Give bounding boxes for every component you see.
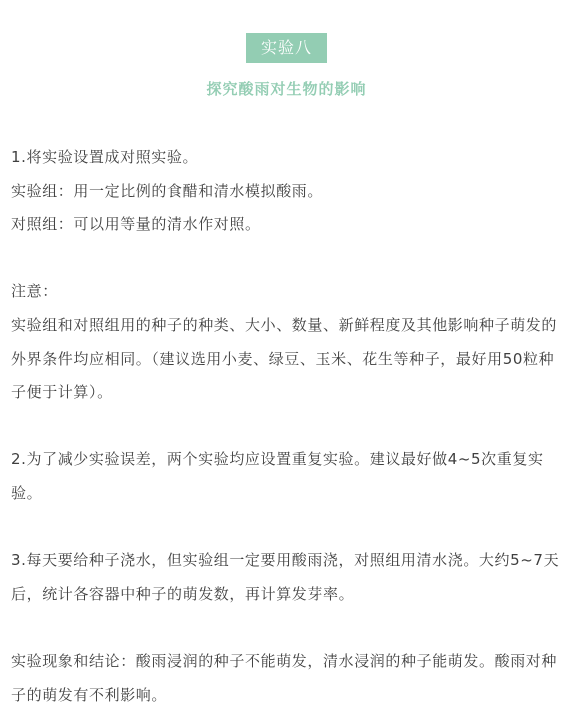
results-conclusion: 实验现象和结论：酸雨浸润的种子不能萌发，清水浸润的种子能萌发。酸雨对种子的萌发有不利影响。 xyxy=(11,651,558,704)
control-group: 对照组：可以用等量的清水作对照。 xyxy=(11,215,261,234)
step-1-setup: 1.将实验设置成对照实验。 xyxy=(11,148,199,166)
header xyxy=(0,0,573,99)
step-2-repeat: 2.为了减少实验误差，两个实验均应设置重复实验。建议最好做4~5次重复实验。 xyxy=(11,450,544,502)
experimental-group: 实验组：用一定比例的食醋和清水模拟酸雨。 xyxy=(11,181,324,200)
spacer xyxy=(11,611,562,645)
spacer xyxy=(11,242,562,276)
note-body: 实验组和对照组用的种子的种类、大小、数量、新鲜程度及其他影响种子萌发的外界条件均应相同。（建议选用小麦、绿豆、玉米、花生等种子，最好用50粒种子便于计算）。 xyxy=(11,315,558,402)
spacer xyxy=(11,511,562,545)
step-3-watering: 3.每天要给种子浇水，但实验组一定要用酸雨浇，对照组用清水浇。大约5~7天后，统计各容器中种子的萌发数，再计算发芽率。 xyxy=(11,551,560,603)
spacer xyxy=(11,410,562,444)
experiment-subtitle: 探究酸雨对生物的影响 xyxy=(206,80,367,98)
experiment-badge: 实验八 xyxy=(246,33,327,63)
note-heading: 注意： xyxy=(11,282,58,301)
article-body xyxy=(0,141,573,712)
